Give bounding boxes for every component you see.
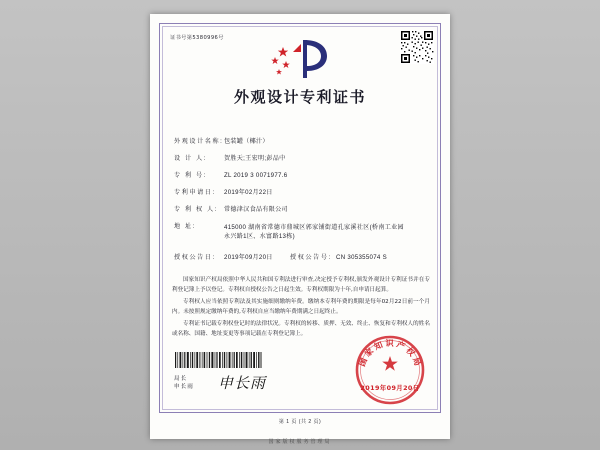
signature-title: 局长 (174, 376, 188, 382)
svg-text:2019年09月20日: 2019年09月20日 (360, 384, 420, 392)
signature-label (174, 375, 194, 392)
handwritten-signature: 申长雨 (218, 374, 267, 392)
field-value: 包装罐（椰汁） (224, 138, 269, 145)
field-label: 地 址: (174, 223, 196, 230)
body-paragraph-1: 国家知识产权局依照中华人民共和国专利法进行审查,决定授予专利权,颁发外观设计专利证书并在专利登记簿上予以登记。专利权自授权公告之日起生效。专利权期限为十年,自申请日起算。 (172, 277, 430, 293)
field-value: 贺胜天;王宏明;彭品中 (224, 155, 286, 162)
field-patentee (174, 206, 288, 215)
field-application-date (174, 189, 273, 198)
body-paragraph-3: 专利证书记载专利权登记时的法律状况。专利权的转移、质押、无效、终止、恢复和专利权人的姓名或名称、国籍、地址变更等事项记载在专利登记簿上。 (172, 321, 430, 338)
cnipa-logo-icon (263, 38, 337, 80)
field-value: 415000 湖南省常德市鼎城区郭家铺街道孔家溪社区(桥南工业园永兴路1区、水富路13栋) (224, 224, 404, 241)
barcode (174, 352, 262, 368)
qr-code (400, 30, 434, 64)
field-label: 外观设计名称: (174, 138, 224, 145)
page-title: 外观设计专利证书 (233, 88, 366, 106)
field-grant-publication-number (290, 254, 387, 263)
field-label: 专 利 权 人: (174, 206, 218, 213)
footer-note: 国家版权服务管理局 (268, 439, 332, 445)
patent-certificate-document (150, 14, 450, 439)
body-paragraph-2: 专利权人应当依照专利法及其实施细则缴纳年费。缴纳本专利年费的期限是每年02月22日前一个月内。未按照规定缴纳年费的,专利权自应当缴纳年费期满之日起终止。 (172, 299, 430, 315)
field-designers (174, 155, 286, 164)
field-design-name (174, 138, 269, 147)
field-label: 授权公告日: (174, 254, 216, 261)
field-label: 专利申请日: (174, 189, 216, 196)
field-label: 专 利 号: (174, 172, 207, 179)
svg-text:国家知识产权局: 国家知识产权局 (356, 337, 424, 369)
field-grant-date (174, 254, 273, 263)
field-value: 2019年09月20日 (224, 254, 273, 261)
signature-name: 申长雨 (174, 384, 194, 391)
field-value: CN 305355074 S (336, 254, 387, 261)
field-address (174, 223, 414, 241)
certificate-number: 证书号第5380996号 (170, 35, 224, 41)
page-number: 第 1 页 (共 2 页) (278, 419, 322, 425)
field-label: 设 计 人: (174, 155, 207, 162)
field-value: 常德津汉食品有限公司 (224, 206, 288, 213)
field-value: ZL 2019 3 0071977.6 (224, 172, 288, 179)
official-red-seal (352, 332, 428, 408)
field-patent-number (174, 172, 287, 181)
field-label: 授权公告号: (290, 254, 332, 261)
field-value: 2019年02月22日 (224, 189, 273, 196)
